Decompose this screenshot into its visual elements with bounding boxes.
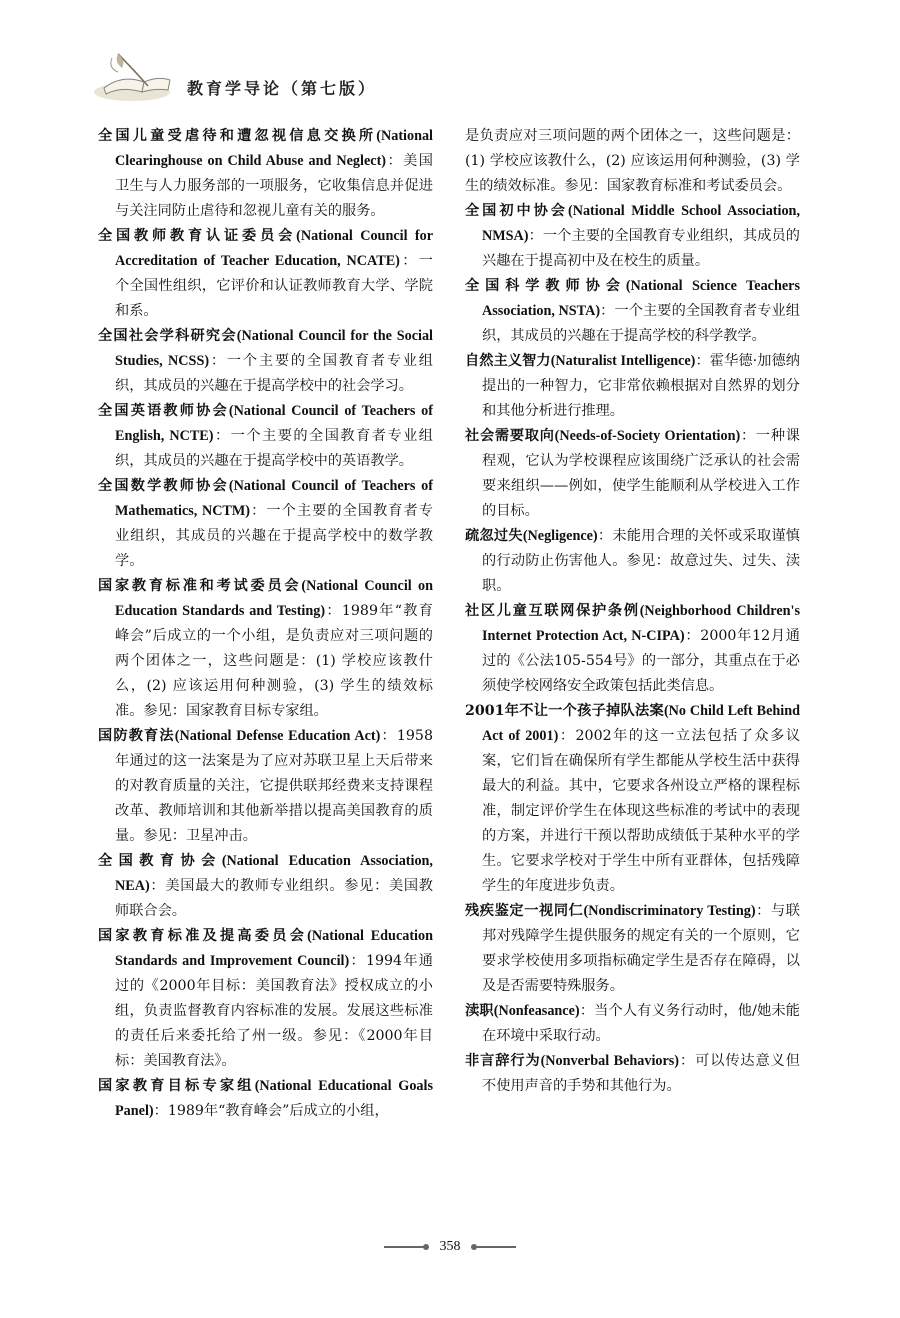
entry-english-term: (National Education Association, NEA) bbox=[115, 853, 433, 894]
right-column bbox=[465, 124, 800, 1099]
entry-term: 疏忽过失 bbox=[465, 528, 523, 544]
footer-ornament-left bbox=[384, 1246, 426, 1248]
page-number: 358 bbox=[439, 1238, 461, 1254]
glossary-entry bbox=[465, 899, 800, 999]
entry-term: 2001年不让一个孩子掉队法案 bbox=[465, 703, 664, 719]
glossary-entry bbox=[465, 424, 800, 524]
glossary-entry bbox=[465, 599, 800, 699]
entry-term: 全国社会学科研究会 bbox=[98, 328, 237, 344]
entry-term: 全国英语教师协会 bbox=[98, 403, 229, 419]
entry-term: 自然主义智力 bbox=[465, 353, 551, 369]
header-title: 教育学导论（第七版） bbox=[187, 79, 378, 98]
entry-definition: ：1989年“教育峰会”后成立的一个小组，是负责应对三项问题的两个团体之一，这些问题是：(1) 学校应该教什么，(2) 应该运用何种测验，(3) 学生的绩效标准。参见：国家教育目标专家组。 bbox=[115, 603, 433, 719]
entry-english-term: (No Child Left Behind Act of 2001) bbox=[482, 703, 800, 744]
entry-term: 全国教育协会 bbox=[98, 853, 222, 869]
entry-definition: ：美国最大的教师专业组织。参见：美国教师联合会。 bbox=[115, 878, 433, 919]
footer-ornament-right bbox=[474, 1246, 516, 1248]
entry-english-term: (Nonfeasance) bbox=[493, 1003, 580, 1019]
entry-term: 国防教育法 bbox=[98, 728, 175, 744]
book-quill-icon bbox=[92, 48, 182, 106]
entry-english-term: (National Council for the Social Studies, NCSS) bbox=[115, 328, 433, 369]
glossary-entry bbox=[98, 849, 433, 924]
page-footer bbox=[0, 1236, 900, 1255]
entry-term: 全国科学教师协会 bbox=[465, 278, 626, 294]
entry-english-term: (Nonverbal Behaviors) bbox=[540, 1053, 680, 1069]
entry-definition: ：与联邦对残障学生提供服务的规定有关的一个原则，它要求学校使用多项指标确定学生是否存在障碍，以及是否需要特殊服务。 bbox=[482, 903, 800, 994]
entry-english-term: (National Science Teachers Association, NSTA) bbox=[482, 278, 800, 319]
entry-term: 社会需要取向 bbox=[465, 428, 555, 444]
entry-term: 全国初中协会 bbox=[465, 203, 568, 219]
entry-term: 国家教育目标专家组 bbox=[98, 1078, 255, 1094]
glossary-entry bbox=[465, 349, 800, 424]
entry-term: 渎职 bbox=[465, 1003, 494, 1019]
entry-english-term: (National Education Standards and Improvement Council) bbox=[115, 928, 433, 969]
entry-english-term: (National Council of Teachers of Mathematics, NCTM) bbox=[115, 478, 433, 519]
glossary-entry bbox=[465, 199, 800, 274]
glossary-entry bbox=[98, 724, 433, 849]
glossary-entry bbox=[98, 224, 433, 324]
entry-definition: ：美国卫生与人力服务部的一项服务，它收集信息并促进与关注同防止虐待和忽视儿童有关的服务。 bbox=[115, 153, 433, 219]
entry-definition: ：1958年通过的这一法案是为了应对苏联卫星上天后带来的对教育质量的关注，它提供联邦经费来支持课程改革、教师培训和其他新举措以提高美国教育的质量。参见：卫星冲击。 bbox=[115, 728, 433, 844]
entry-english-term: (National Middle School Association, NMSA) bbox=[482, 203, 800, 244]
entry-definition: ：1994年通过的《2000年目标：美国教育法》授权成立的小组，负责监督教育内容标准的发展。发展这些标准的责任后来委托给了州一级。参见：《2000年目标：美国教育法》。 bbox=[115, 953, 433, 1069]
glossary-entry bbox=[465, 1049, 800, 1099]
entry-definition: ：1989年“教育峰会”后成立的小组， bbox=[153, 1103, 389, 1119]
glossary-entry bbox=[465, 524, 800, 599]
entry-definition: ：当个人有义务行动时，他/她未能在环境中采取行动。 bbox=[482, 1003, 800, 1044]
glossary-entry bbox=[465, 274, 800, 349]
entry-definition: ：一个主要的全国教育专业组织，其成员的兴趣在于提高初中及在校生的质量。 bbox=[482, 228, 800, 269]
entry-definition: ：一个全国性组织，它评价和认证教师教育大学、学院和系。 bbox=[115, 253, 433, 319]
entry-english-term: (Naturalist Intelligence) bbox=[550, 353, 696, 369]
entry-definition: ：一个主要的全国教育者专业组织，其成员的兴趣在于提高学校中的英语教学。 bbox=[115, 428, 433, 469]
glossary-entry bbox=[465, 999, 800, 1049]
entry-english-term: (National Council of Teachers of English, NCTE) bbox=[115, 403, 433, 444]
glossary-entry bbox=[98, 924, 433, 1074]
glossary-entry bbox=[98, 474, 433, 574]
glossary-entry bbox=[98, 124, 433, 224]
entry-english-term: (National Clearinghouse on Child Abuse and Neglect) bbox=[115, 128, 433, 169]
entry-term: 非言辞行为 bbox=[465, 1053, 541, 1069]
entry-definition: ：一个主要的全国教育者专业组织，其成员的兴趣在于提高学校的科学教学。 bbox=[482, 303, 800, 344]
entry-english-term: (Negligence) bbox=[522, 528, 598, 544]
left-column bbox=[98, 124, 433, 1124]
entry-english-term: (Nondiscriminatory Testing) bbox=[583, 903, 756, 919]
entry-english-term: (National Council for Accreditation of Teacher Education, NCATE) bbox=[115, 228, 433, 269]
entry-definition: ：一个主要的全国教育者专业组织，其成员的兴趣在于提高学校中的社会学习。 bbox=[115, 353, 433, 394]
entry-definition: ：未能用合理的关怀或采取谨慎的行动防止伤害他人。参见：故意过失、过失、渎职。 bbox=[482, 528, 800, 594]
entry-term: 全国数学教师协会 bbox=[98, 478, 229, 494]
glossary-entry bbox=[98, 1074, 433, 1124]
entry-definition: ：一个主要的全国教育者专业组织，其成员的兴趣在于提高学校中的数学教学。 bbox=[115, 503, 433, 569]
entry-definition: ：可以传达意义但不使用声音的手势和其他行为。 bbox=[482, 1053, 800, 1094]
entry-english-term: (National Educational Goals Panel) bbox=[115, 1078, 433, 1119]
running-header bbox=[92, 48, 422, 106]
entry-english-term: (Neighborhood Children's Internet Protection Act, N-CIPA) bbox=[482, 603, 800, 644]
entry-english-term: (National Defense Education Act) bbox=[174, 728, 381, 744]
glossary-entry bbox=[98, 574, 433, 724]
entry-continuation: 是负责应对三项问题的两个团体之一，这些问题是：(1) 学校应该教什么，(2) 应该运用何种测验，(3) 学生的绩效标准。参见：国家教育标准和考试委员会。 bbox=[465, 128, 800, 194]
entry-term: 社区儿童互联网保护条例 bbox=[465, 603, 640, 619]
entry-definition: ：2002年的这一立法包括了众多议案，它们旨在确保所有学生都能从学校生活中获得最大的利益。其中，它要求各州设立严格的课程标准，制定评价学生在体现这些标准的考试中的表现的方案，并进行干预以帮助成绩低于某种水平的学生。它要求学校对于学生中所有亚群体，包括残障学生的年度进步负责。 bbox=[482, 728, 801, 894]
glossary-entry bbox=[98, 324, 433, 399]
entry-english-term: (National Council on Education Standards and Testing) bbox=[115, 578, 433, 619]
glossary-entry bbox=[465, 699, 800, 899]
entry-term: 残疾鉴定一视同仁 bbox=[465, 903, 584, 919]
entry-definition: ：一种课程观，它认为学校课程应该围绕广泛承认的社会需要来组织——例如，使学生能顺利从学校进入工作的目标。 bbox=[482, 428, 800, 519]
entry-english-term: (Needs-of-Society Orientation) bbox=[554, 428, 741, 444]
entry-definition: ：霍华德·加德纳提出的一种智力，它非常依赖根据对自然界的划分和其他分析进行推理。 bbox=[482, 353, 800, 419]
glossary-entry bbox=[98, 399, 433, 474]
entry-term: 全国儿童受虐待和遭忽视信息交换所 bbox=[98, 128, 377, 144]
entry-definition: ：2000年12月通过的《公法105-554号》的一部分，其重点在于必须使学校网络安全政策包括此类信息。 bbox=[482, 628, 800, 694]
entry-term: 国家教育标准及提高委员会 bbox=[98, 928, 308, 944]
entry-term: 全国教师教育认证委员会 bbox=[98, 228, 297, 244]
entry-term: 国家教育标准和考试委员会 bbox=[98, 578, 302, 594]
